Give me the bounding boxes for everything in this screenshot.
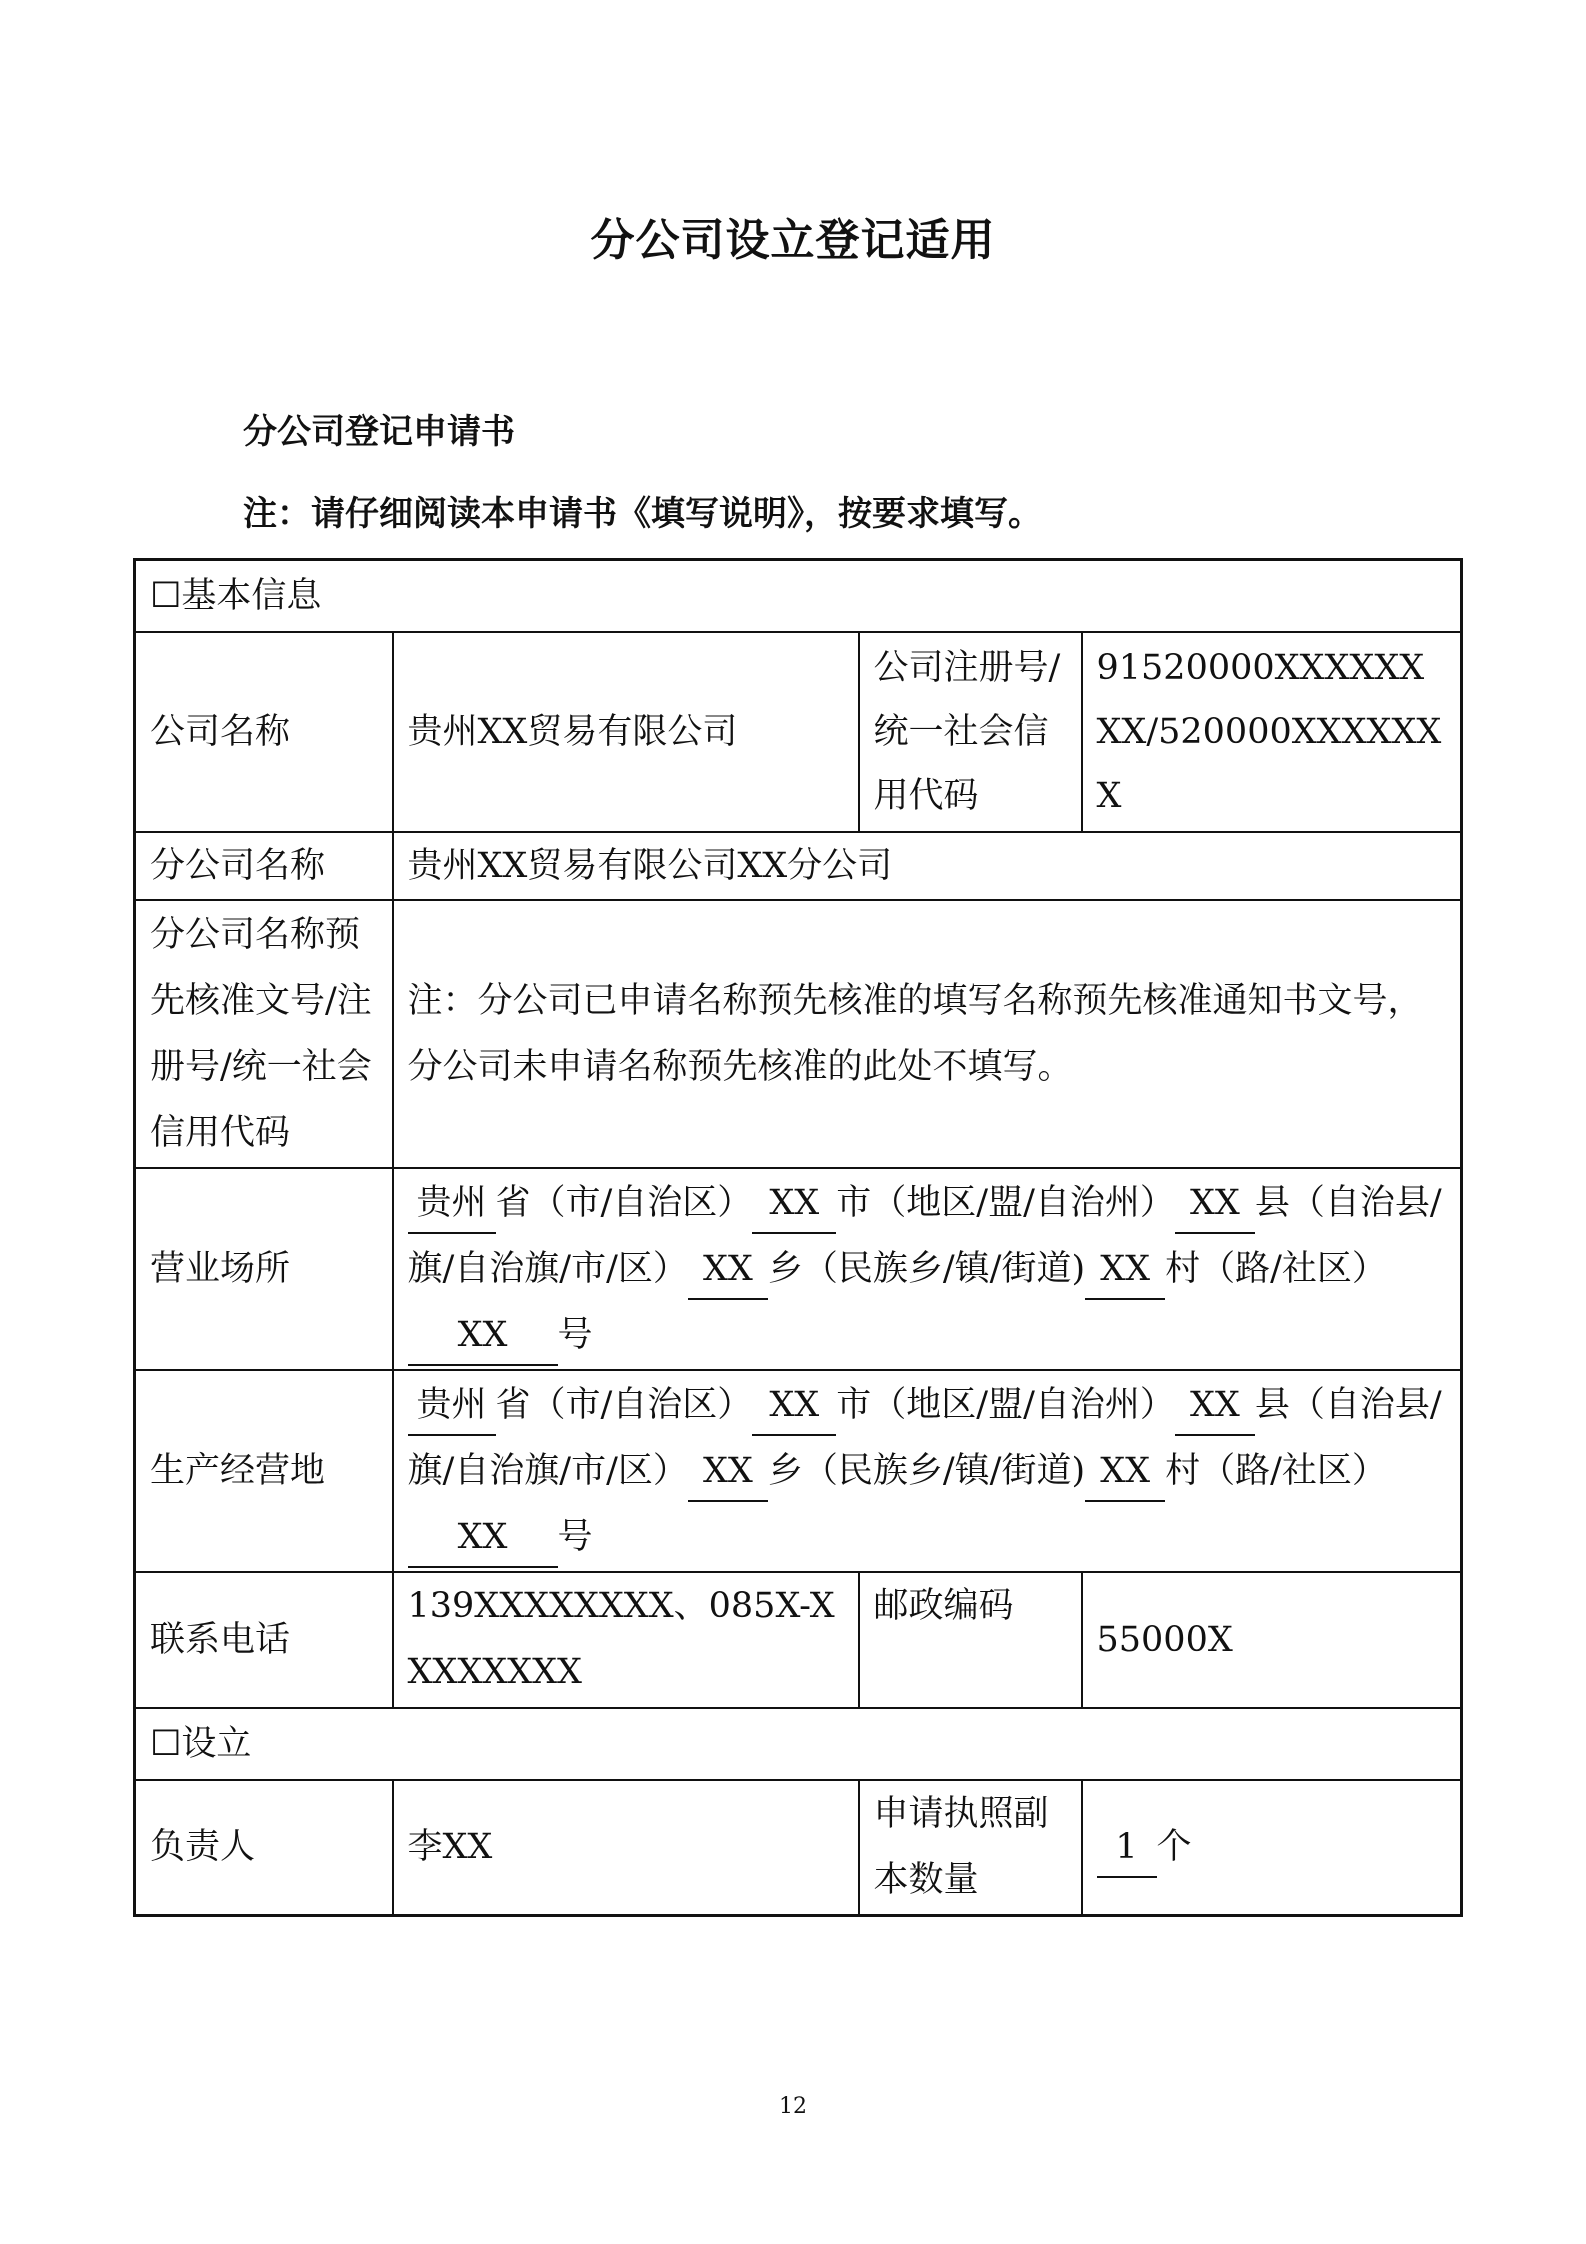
row-production-place [135, 1370, 1462, 1572]
copies-cell [1082, 1780, 1462, 1916]
instruction-note: 注：请仔细阅读本申请书《填写说明》，按要求填写。 [243, 494, 1042, 534]
reg-no-value: 91520000XXXXXXXX/520000XXXXXXX [1082, 632, 1462, 832]
phone-value: 139XXXXXXXX、085X-XXXXXXXX [393, 1572, 859, 1708]
address-text: 省（市/自治区） [495, 1182, 753, 1223]
number-fill: XX [408, 1508, 558, 1568]
application-form-table [133, 558, 1463, 1917]
prenumber-label: 分公司名称预先核准文号/注册号/统一社会信用代码 [135, 900, 393, 1168]
row-branch-name [135, 832, 1462, 900]
address-text: 省（市/自治区） [495, 1384, 753, 1425]
row-company-name [135, 632, 1462, 832]
address-text: 县（自治县/旗/自治旗/市/区） [407, 1182, 1442, 1289]
document-title: 分公司设立登记适用 [590, 215, 996, 266]
branch-name-value: 贵州XX贸易有限公司XX分公司 [393, 832, 1462, 900]
address-text: 县（自治县/旗/自治旗/市/区） [407, 1384, 1442, 1491]
address-text: 乡（民族乡/镇/街道) [767, 1248, 1086, 1289]
copies-label: 申请执照副本数量 [859, 1780, 1082, 1916]
county-fill: XX [1175, 1376, 1255, 1436]
principal-label: 负责人 [135, 1780, 393, 1916]
address-text: 号 [557, 1516, 593, 1557]
section-setup: ☐设立 [135, 1708, 1462, 1780]
row-contact [135, 1572, 1462, 1708]
copies-value: 1 [1097, 1818, 1157, 1878]
company-name-value: 贵州XX贸易有限公司 [393, 632, 859, 832]
county-fill: XX [1175, 1174, 1255, 1234]
production-place-address [393, 1370, 1462, 1572]
province-fill: 贵州 [408, 1174, 496, 1234]
phone-label: 联系电话 [135, 1572, 393, 1708]
number-fill: XX [408, 1306, 558, 1366]
address-text: 号 [557, 1314, 593, 1355]
branch-name-label: 分公司名称 [135, 832, 393, 900]
postcode-value: 55000X [1082, 1572, 1462, 1708]
section-row-basic [135, 560, 1462, 632]
page-number: 12 [779, 2094, 807, 2119]
province-fill: 贵州 [408, 1376, 496, 1436]
production-place-label: 生产经营地 [135, 1370, 393, 1572]
prenumber-value: 注：分公司已申请名称预先核准的填写名称预先核准通知书文号，分公司未申请名称预先核准的此处不填写。 [393, 900, 1462, 1168]
business-place-label: 营业场所 [135, 1168, 393, 1370]
row-business-place [135, 1168, 1462, 1370]
city-fill: XX [752, 1174, 836, 1234]
reg-no-label: 公司注册号/统一社会信用代码 [859, 632, 1082, 832]
village-fill: XX [1085, 1240, 1165, 1300]
section-row-setup [135, 1708, 1462, 1780]
town-fill: XX [688, 1442, 768, 1502]
section-basic-info: ☐基本信息 [135, 560, 1462, 632]
city-fill: XX [752, 1376, 836, 1436]
form-subtitle: 分公司登记申请书 [243, 412, 515, 452]
address-text: 村（路/社区） [1165, 1248, 1387, 1289]
address-text: 村（路/社区） [1165, 1450, 1387, 1491]
copies-unit: 个 [1156, 1827, 1192, 1868]
postcode-label: 邮政编码 [859, 1572, 1082, 1708]
row-prenumber [135, 900, 1462, 1168]
address-text: 乡（民族乡/镇/街道) [767, 1450, 1086, 1491]
village-fill: XX [1085, 1442, 1165, 1502]
town-fill: XX [688, 1240, 768, 1300]
row-principal [135, 1780, 1462, 1916]
business-place-address [393, 1168, 1462, 1370]
address-text: 市（地区/盟/自治州） [836, 1182, 1175, 1223]
company-name-label: 公司名称 [135, 632, 393, 832]
address-text: 市（地区/盟/自治州） [836, 1384, 1175, 1425]
principal-value: 李XX [393, 1780, 859, 1916]
